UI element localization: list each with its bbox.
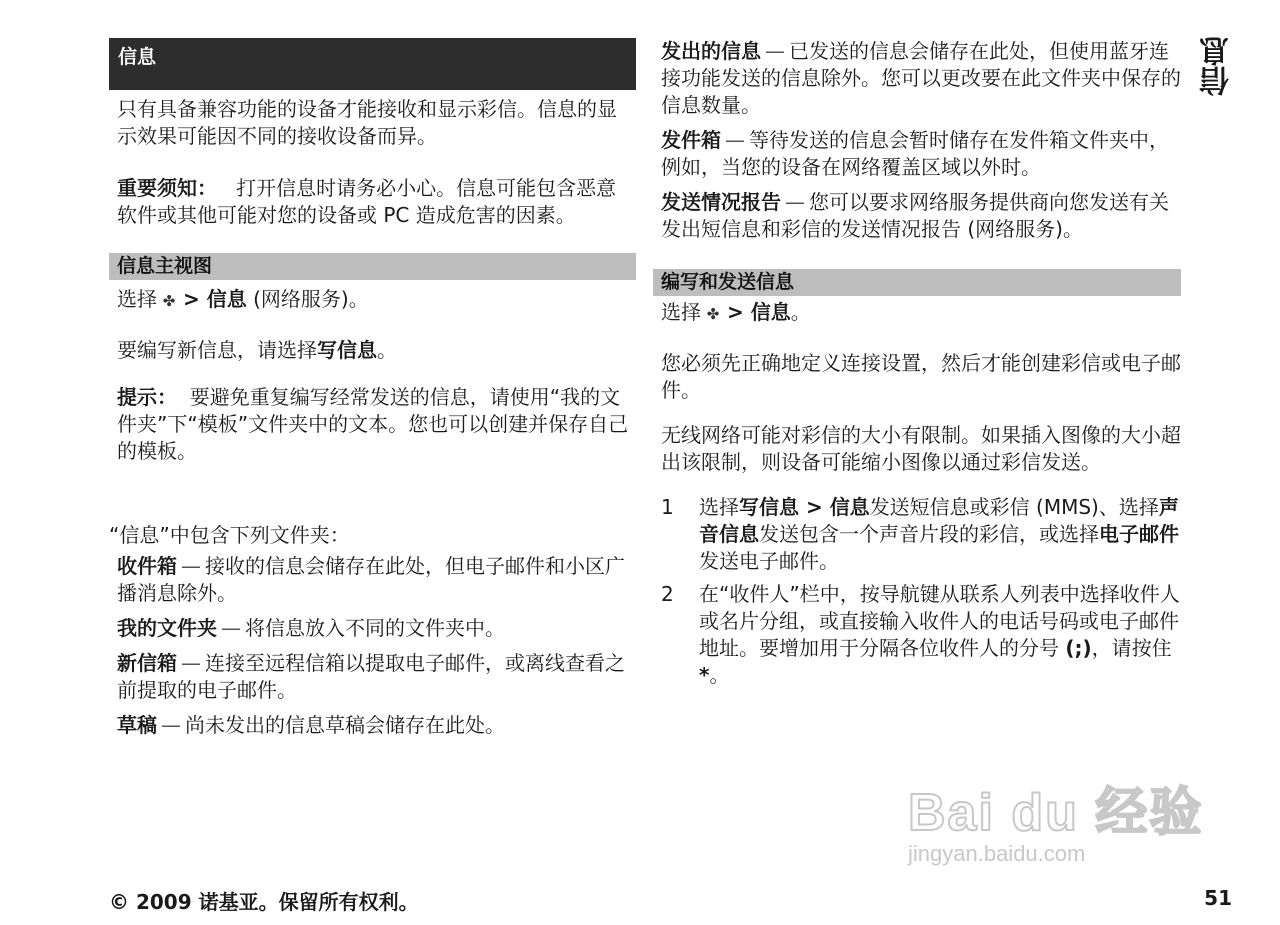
step-number: 1 xyxy=(661,495,674,519)
em-dash: — xyxy=(725,128,745,152)
select-path: > 信息 xyxy=(183,287,247,311)
folder-item-my-folders xyxy=(109,615,636,642)
step-text-part: 选择 xyxy=(699,495,739,519)
compose-line xyxy=(109,337,636,364)
folders-intro: “信息”中包含下列文件夹： xyxy=(109,523,350,547)
em-dash: — xyxy=(785,190,805,214)
step-text-part: 发送短信息或彩信 (MMS)、选择 xyxy=(869,495,1159,519)
folder-desc: 接收的信息会储存在此处，但电子邮件和小区广播消息除外。 xyxy=(117,554,625,605)
section-title-messages: 信息 xyxy=(109,38,636,90)
folder-item-drafts xyxy=(109,712,636,739)
folder-item-inbox xyxy=(109,553,636,607)
folder-name: 我的文件夹 xyxy=(117,616,217,640)
compose-item: 写信息 xyxy=(317,338,377,362)
copyright-footer: © 2009 诺基亚。保留所有权利。 xyxy=(109,890,419,914)
folder-desc: 尚未发出的信息草稿会储存在此处。 xyxy=(185,713,505,737)
connection-paragraph: 您必须先正确地定义连接设置，然后才能创建彩信或电子邮件。 xyxy=(661,351,1181,402)
folder-name: 草稿 xyxy=(117,713,157,737)
tip-text: 要避免重复编写经常发送的信息，请使用“我的文件夹”下“模板”文件夹中的文本。您也可以创建并保存自己的模板。 xyxy=(117,385,629,463)
select-path-line xyxy=(653,299,1181,328)
folder-item-mailbox xyxy=(109,650,636,704)
path-separator: > xyxy=(799,495,830,519)
step-text-part: 。 xyxy=(709,663,730,687)
watermark-url: jingyan.baidu.com xyxy=(908,841,1086,866)
folder-item-sent xyxy=(653,38,1181,119)
menu-item-email: 电子邮件 xyxy=(1099,522,1179,546)
folder-desc: 将信息放入不同的文件夹中。 xyxy=(245,616,505,640)
select-path-line xyxy=(109,286,636,315)
notice-label: 重要须知： xyxy=(117,176,217,200)
notice-text: 打开信息时请务必小心。信息可能包含恶意软件或其他可能对您的设备或 PC 造成危害的因素。 xyxy=(117,176,617,227)
step-item xyxy=(661,581,1181,689)
steps-list xyxy=(653,494,1181,689)
folder-desc: 等待发送的信息会暂时储存在发件箱文件夹中，例如，当您的设备在网络覆盖区域以外时。 xyxy=(661,128,1169,179)
folder-item-delivery-reports xyxy=(653,189,1181,243)
folder-name: 发送情况报告 xyxy=(661,190,781,214)
em-dash: — xyxy=(181,554,201,578)
compose-suffix: 。 xyxy=(377,338,397,362)
right-column xyxy=(653,38,1181,689)
select-suffix: (网络服务)。 xyxy=(253,287,369,311)
section-title-main-view: 信息主视图 xyxy=(109,253,636,280)
page-number: 51 xyxy=(1204,886,1232,910)
step-text-part: ，请按住 xyxy=(1091,636,1172,660)
em-dash: — xyxy=(181,651,201,675)
star-key: * xyxy=(699,663,710,687)
compose-prefix: 要编写新信息，请选择 xyxy=(117,338,317,362)
notice-paragraph xyxy=(109,175,636,229)
menu-key-icon: ✤ xyxy=(706,305,720,323)
step-text-part: 发送电子邮件。 xyxy=(699,549,839,573)
step-item xyxy=(661,494,1181,575)
folder-desc: 您可以要求网络服务提供商向您发送有关发出短信息和彩信的发送情况报告 (网络服务)。 xyxy=(661,190,1169,241)
folder-name: 收件箱 xyxy=(117,554,177,578)
menu-item-message: 信息 xyxy=(829,495,870,519)
select-suffix: 。 xyxy=(790,300,811,324)
step-number: 2 xyxy=(661,582,674,606)
watermark xyxy=(908,770,1208,880)
menu-item-audio-message: 声音信息 xyxy=(699,495,1179,546)
em-dash: — xyxy=(161,713,181,737)
select-prefix: 选择 xyxy=(117,287,157,311)
folder-item-outbox xyxy=(653,127,1181,181)
step-text-part: 发送包含一个声音片段的彩信，或选择 xyxy=(759,522,1099,546)
left-column xyxy=(109,38,636,739)
folder-name: 新信箱 xyxy=(117,651,177,675)
intro-paragraph: 只有具备兼容功能的设备才能接收和显示彩信。信息的显示效果可能因不同的接收设备而异。 xyxy=(117,97,617,148)
em-dash: — xyxy=(765,39,785,63)
step-text-part: 在“收件人”栏中，按导航键从联系人列表中选择收件人或名片分组，或直接输入收件人的电话号码或电子邮件地址。要增加用于分隔各位收件人的分号 xyxy=(699,582,1180,660)
tip-paragraph xyxy=(109,384,636,465)
chapter-side-tab: 信息 xyxy=(1200,36,1235,96)
folder-name: 发出的信息 xyxy=(661,39,761,63)
select-prefix: 选择 xyxy=(661,300,701,324)
folder-desc: 已发送的信息会储存在此处，但使用蓝牙连接功能发送的信息除外。您可以更改要在此文件夹中保存的信息数量。 xyxy=(661,39,1181,117)
folder-list xyxy=(109,553,636,739)
step-text xyxy=(699,581,1181,689)
tip-label: 提示： xyxy=(117,385,177,409)
folder-desc: 连接至远程信箱以提取电子邮件，或离线查看之前提取的电子邮件。 xyxy=(117,651,625,702)
step-text xyxy=(699,494,1181,575)
section-title-compose: 编写和发送信息 xyxy=(653,269,1181,296)
semicolon-key: (;) xyxy=(1065,636,1092,660)
em-dash: — xyxy=(221,616,241,640)
watermark-logo: Bai du 经验 xyxy=(908,784,1204,842)
menu-key-icon: ✤ xyxy=(162,292,176,310)
size-limit-paragraph: 无线网络可能对彩信的大小有限制。如果插入图像的大小超出该限制，则设备可能缩小图像以通过彩信发送。 xyxy=(661,423,1181,474)
folder-name: 发件箱 xyxy=(661,128,721,152)
menu-item-write-message: 写信息 xyxy=(739,495,799,519)
select-path: > 信息 xyxy=(727,300,791,324)
